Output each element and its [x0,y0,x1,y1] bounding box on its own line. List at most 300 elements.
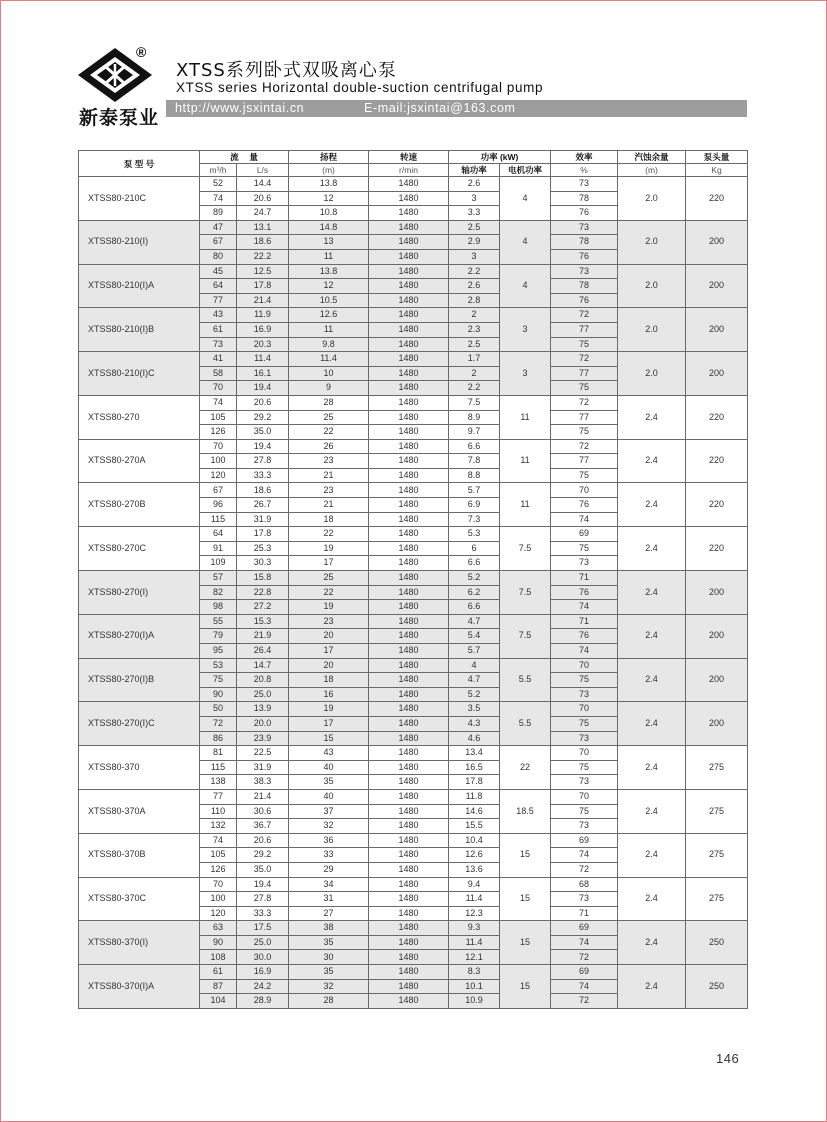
speed-cell: 1480 [369,454,449,469]
speed-cell: 1480 [369,585,449,600]
efficiency-cell: 75 [551,804,618,819]
speed-cell: 1480 [369,921,449,936]
speed-cell: 1480 [369,629,449,644]
model-cell: XTSS80-210(Ⅰ) [79,220,200,264]
head-cell: 30 [289,950,369,965]
efficiency-cell: 76 [551,585,618,600]
flow_ls-cell: 25.0 [237,687,289,702]
unit-weight: Kg [686,164,748,177]
table-row [79,264,748,279]
speed-cell: 1480 [369,439,449,454]
shaft_power-cell: 2.6 [449,177,500,192]
shaft_power-cell: 3.5 [449,702,500,717]
flow_m3h-cell: 64 [200,279,237,294]
npsh-cell: 2.0 [618,264,686,308]
efficiency-cell: 74 [551,935,618,950]
efficiency-cell: 72 [551,439,618,454]
email-link[interactable]: E-mail:jsxintai@163.com [364,101,516,115]
efficiency-cell: 78 [551,279,618,294]
shaft_power-cell: 4.7 [449,673,500,688]
page-title-cn: XTSS系列卧式双吸离心泵 [176,60,397,81]
speed-cell: 1480 [369,498,449,513]
flow_m3h-cell: 43 [200,308,237,323]
flow_ls-cell: 22.8 [237,585,289,600]
flow_ls-cell: 22.5 [237,746,289,761]
efficiency-cell: 71 [551,614,618,629]
head-cell: 17 [289,644,369,659]
motor-power-cell: 3 [500,308,551,352]
table-row [79,614,748,629]
flow_m3h-cell: 95 [200,644,237,659]
weight-cell: 220 [686,395,748,439]
flow_m3h-cell: 74 [200,191,237,206]
speed-cell: 1480 [369,731,449,746]
speed-cell: 1480 [369,308,449,323]
shaft_power-cell: 11.8 [449,789,500,804]
model-group [79,746,748,790]
efficiency-cell: 73 [551,819,618,834]
efficiency-cell: 72 [551,352,618,367]
efficiency-cell: 73 [551,731,618,746]
flow_m3h-cell: 47 [200,220,237,235]
shaft_power-cell: 5.4 [449,629,500,644]
speed-cell: 1480 [369,892,449,907]
shaft_power-cell: 2.6 [449,279,500,294]
flow_ls-cell: 22.2 [237,249,289,264]
flow_ls-cell: 29.2 [237,410,289,425]
shaft_power-cell: 15.5 [449,819,500,834]
flow_ls-cell: 18.6 [237,483,289,498]
page-title-en: XTSS series Horizontal double-suction centrifugal pump [176,80,544,95]
flow_m3h-cell: 77 [200,789,237,804]
shaft_power-cell: 6.9 [449,498,500,513]
shaft_power-cell: 7.8 [449,454,500,469]
head-cell: 25 [289,571,369,586]
flow_ls-cell: 11.4 [237,352,289,367]
performance-table [78,150,748,1009]
head-cell: 36 [289,833,369,848]
flow_m3h-cell: 109 [200,556,237,571]
head-cell: 13.8 [289,264,369,279]
speed-cell: 1480 [369,191,449,206]
head-cell: 18 [289,512,369,527]
shaft_power-cell: 16.5 [449,760,500,775]
flow_m3h-cell: 73 [200,337,237,352]
flow_m3h-cell: 41 [200,352,237,367]
registered-mark: ® [136,44,147,60]
speed-cell: 1480 [369,716,449,731]
efficiency-cell: 75 [551,381,618,396]
efficiency-cell: 73 [551,220,618,235]
table-row [79,352,748,367]
head-cell: 12 [289,279,369,294]
npsh-cell: 2.0 [618,177,686,221]
motor-power-cell: 15 [500,833,551,877]
flow_ls-cell: 17.5 [237,921,289,936]
shaft_power-cell: 2.3 [449,322,500,337]
shaft_power-cell: 10.4 [449,833,500,848]
model-cell: XTSS80-210(Ⅰ)A [79,264,200,308]
npsh-cell: 2.4 [618,614,686,658]
weight-cell: 200 [686,220,748,264]
flow_ls-cell: 27.2 [237,600,289,615]
shaft_power-cell: 2.2 [449,264,500,279]
speed-cell: 1480 [369,352,449,367]
table-row [79,177,748,192]
head-cell: 29 [289,862,369,877]
shaft_power-cell: 7.3 [449,512,500,527]
table-row [79,527,748,542]
header-efficiency: 效率 [551,151,618,164]
speed-cell: 1480 [369,687,449,702]
efficiency-cell: 76 [551,629,618,644]
header-motor-power: 电机功率 [500,164,551,177]
table-row [79,921,748,936]
shaft_power-cell: 6.6 [449,556,500,571]
speed-cell: 1480 [369,177,449,192]
shaft_power-cell: 2.5 [449,220,500,235]
speed-cell: 1480 [369,804,449,819]
efficiency-cell: 69 [551,527,618,542]
weight-cell: 275 [686,833,748,877]
flow_m3h-cell: 104 [200,994,237,1009]
flow_m3h-cell: 80 [200,249,237,264]
flow_ls-cell: 12.5 [237,264,289,279]
head-cell: 32 [289,819,369,834]
flow_m3h-cell: 58 [200,366,237,381]
flow_m3h-cell: 90 [200,687,237,702]
efficiency-cell: 74 [551,600,618,615]
flow_ls-cell: 31.9 [237,760,289,775]
model-group [79,395,748,439]
head-cell: 32 [289,979,369,994]
shaft_power-cell: 4.3 [449,716,500,731]
head-cell: 13.8 [289,177,369,192]
flow_ls-cell: 15.8 [237,571,289,586]
speed-cell: 1480 [369,571,449,586]
efficiency-cell: 74 [551,644,618,659]
flow_m3h-cell: 61 [200,965,237,980]
model-cell: XTSS80-370(Ⅰ) [79,921,200,965]
weight-cell: 200 [686,571,748,615]
shaft_power-cell: 7.5 [449,395,500,410]
speed-cell: 1480 [369,833,449,848]
motor-power-cell: 15 [500,921,551,965]
model-group [79,264,748,308]
model-cell: XTSS80-370(Ⅰ)A [79,965,200,1009]
flow_m3h-cell: 72 [200,716,237,731]
flow_ls-cell: 25.0 [237,935,289,950]
model-group [79,833,748,877]
shaft_power-cell: 8.9 [449,410,500,425]
website-link[interactable]: http://www.jsxintai.cn [175,101,305,115]
model-cell: XTSS80-270 [79,395,200,439]
speed-cell: 1480 [369,877,449,892]
flow_m3h-cell: 126 [200,425,237,440]
head-cell: 12.6 [289,308,369,323]
speed-cell: 1480 [369,425,449,440]
model-cell: XTSS80-270(Ⅰ)B [79,658,200,702]
head-cell: 37 [289,804,369,819]
unit-flow-ls: L/s [237,164,289,177]
efficiency-cell: 70 [551,483,618,498]
flow_ls-cell: 23.9 [237,731,289,746]
flow_ls-cell: 31.9 [237,512,289,527]
head-cell: 20 [289,658,369,673]
shaft_power-cell: 12.3 [449,906,500,921]
speed-cell: 1480 [369,614,449,629]
model-cell: XTSS80-270(Ⅰ) [79,571,200,615]
head-cell: 11 [289,322,369,337]
head-cell: 20 [289,629,369,644]
shaft_power-cell: 10.9 [449,994,500,1009]
flow_m3h-cell: 120 [200,906,237,921]
flow_ls-cell: 21.9 [237,629,289,644]
flow_ls-cell: 20.6 [237,833,289,848]
speed-cell: 1480 [369,862,449,877]
speed-cell: 1480 [369,965,449,980]
flow_m3h-cell: 91 [200,541,237,556]
weight-cell: 220 [686,483,748,527]
efficiency-cell: 72 [551,950,618,965]
shaft_power-cell: 2.2 [449,381,500,396]
weight-cell: 220 [686,439,748,483]
npsh-cell: 2.4 [618,483,686,527]
weight-cell: 275 [686,789,748,833]
table-row [79,395,748,410]
npsh-cell: 2.0 [618,308,686,352]
efficiency-cell: 70 [551,658,618,673]
shaft_power-cell: 5.2 [449,571,500,586]
efficiency-cell: 76 [551,498,618,513]
header-row-1 [79,151,748,164]
table-row [79,746,748,761]
flow_m3h-cell: 67 [200,235,237,250]
shaft_power-cell: 13.6 [449,862,500,877]
model-group [79,439,748,483]
header-head: 扬程 [289,151,369,164]
flow_m3h-cell: 64 [200,527,237,542]
shaft_power-cell: 5.2 [449,687,500,702]
weight-cell: 250 [686,921,748,965]
head-cell: 21 [289,498,369,513]
flow_ls-cell: 35.0 [237,425,289,440]
flow_m3h-cell: 110 [200,804,237,819]
flow_ls-cell: 18.6 [237,235,289,250]
table-row [79,483,748,498]
head-cell: 34 [289,877,369,892]
table-row [79,789,748,804]
table-row [79,571,748,586]
npsh-cell: 2.4 [618,789,686,833]
flow_m3h-cell: 115 [200,760,237,775]
weight-cell: 200 [686,614,748,658]
efficiency-cell: 75 [551,716,618,731]
flow_ls-cell: 20.3 [237,337,289,352]
weight-cell: 275 [686,746,748,790]
shaft_power-cell: 5.7 [449,644,500,659]
flow_ls-cell: 33.3 [237,468,289,483]
flow_m3h-cell: 75 [200,673,237,688]
flow_ls-cell: 38.3 [237,775,289,790]
speed-cell: 1480 [369,483,449,498]
model-cell: XTSS80-270C [79,527,200,571]
flow_ls-cell: 30.3 [237,556,289,571]
model-cell: XTSS80-370C [79,877,200,921]
flow_m3h-cell: 89 [200,206,237,221]
unit-head: (m) [289,164,369,177]
shaft_power-cell: 12.1 [449,950,500,965]
flow_m3h-cell: 57 [200,571,237,586]
flow_ls-cell: 24.2 [237,979,289,994]
flow_ls-cell: 19.4 [237,381,289,396]
head-cell: 22 [289,527,369,542]
shaft_power-cell: 9.7 [449,425,500,440]
header-weight: 泵头量 [686,151,748,164]
efficiency-cell: 69 [551,833,618,848]
weight-cell: 220 [686,527,748,571]
flow_ls-cell: 16.1 [237,366,289,381]
model-group [79,921,748,965]
motor-power-cell: 11 [500,483,551,527]
head-cell: 21 [289,468,369,483]
efficiency-cell: 74 [551,512,618,527]
flow_ls-cell: 20.6 [237,395,289,410]
efficiency-cell: 70 [551,702,618,717]
shaft_power-cell: 3 [449,191,500,206]
shaft_power-cell: 9.3 [449,921,500,936]
efficiency-cell: 71 [551,571,618,586]
model-cell: XTSS80-270(Ⅰ)C [79,702,200,746]
flow_ls-cell: 13.1 [237,220,289,235]
head-cell: 17 [289,556,369,571]
speed-cell: 1480 [369,600,449,615]
speed-cell: 1480 [369,994,449,1009]
shaft_power-cell: 2.5 [449,337,500,352]
head-cell: 9 [289,381,369,396]
table-row [79,658,748,673]
head-cell: 18 [289,673,369,688]
table-row [79,877,748,892]
flow_ls-cell: 17.8 [237,527,289,542]
motor-power-cell: 15 [500,877,551,921]
head-cell: 12 [289,191,369,206]
speed-cell: 1480 [369,410,449,425]
flow_ls-cell: 14.7 [237,658,289,673]
head-cell: 19 [289,702,369,717]
model-cell: XTSS80-210C [79,177,200,221]
motor-power-cell: 18.5 [500,789,551,833]
unit-efficiency: % [551,164,618,177]
flow_ls-cell: 26.7 [237,498,289,513]
head-cell: 23 [289,614,369,629]
head-cell: 27 [289,906,369,921]
shaft_power-cell: 4.7 [449,614,500,629]
model-group [79,483,748,527]
head-cell: 23 [289,483,369,498]
speed-cell: 1480 [369,293,449,308]
speed-cell: 1480 [369,468,449,483]
model-group [79,965,748,1009]
speed-cell: 1480 [369,658,449,673]
shaft_power-cell: 6 [449,541,500,556]
flow_ls-cell: 26.4 [237,644,289,659]
model-cell: XTSS80-210(Ⅰ)B [79,308,200,352]
head-cell: 22 [289,425,369,440]
head-cell: 10 [289,366,369,381]
head-cell: 26 [289,439,369,454]
efficiency-cell: 70 [551,789,618,804]
flow_m3h-cell: 96 [200,498,237,513]
shaft_power-cell: 3.3 [449,206,500,221]
flow_ls-cell: 14.4 [237,177,289,192]
table-row [79,965,748,980]
model-cell: XTSS80-270(Ⅰ)A [79,614,200,658]
head-cell: 11 [289,249,369,264]
speed-cell: 1480 [369,541,449,556]
speed-cell: 1480 [369,279,449,294]
flow_ls-cell: 13.9 [237,702,289,717]
flow_m3h-cell: 55 [200,614,237,629]
motor-power-cell: 7.5 [500,614,551,658]
speed-cell: 1480 [369,381,449,396]
head-cell: 28 [289,395,369,410]
flow_m3h-cell: 82 [200,585,237,600]
head-cell: 22 [289,585,369,600]
model-group [79,614,748,658]
header-npsh: 汽蚀余量 [618,151,686,164]
head-cell: 35 [289,775,369,790]
speed-cell: 1480 [369,702,449,717]
shaft_power-cell: 5.7 [449,483,500,498]
contact-bar [166,100,747,117]
shaft_power-cell: 6.6 [449,600,500,615]
speed-cell: 1480 [369,264,449,279]
head-cell: 31 [289,892,369,907]
head-cell: 14.8 [289,220,369,235]
head-cell: 23 [289,454,369,469]
shaft_power-cell: 2 [449,308,500,323]
unit-npsh: (m) [618,164,686,177]
weight-cell: 200 [686,702,748,746]
head-cell: 25 [289,410,369,425]
weight-cell: 275 [686,877,748,921]
speed-cell: 1480 [369,366,449,381]
motor-power-cell: 5.5 [500,702,551,746]
head-cell: 10.8 [289,206,369,221]
efficiency-cell: 73 [551,177,618,192]
weight-cell: 220 [686,177,748,221]
shaft_power-cell: 4.6 [449,731,500,746]
shaft_power-cell: 6.2 [449,585,500,600]
flow_m3h-cell: 105 [200,410,237,425]
flow_m3h-cell: 100 [200,454,237,469]
table-row [79,220,748,235]
shaft_power-cell: 13.4 [449,746,500,761]
model-group [79,220,748,264]
npsh-cell: 2.4 [618,571,686,615]
head-cell: 40 [289,789,369,804]
flow_ls-cell: 30.6 [237,804,289,819]
motor-power-cell: 11 [500,395,551,439]
flow_m3h-cell: 81 [200,746,237,761]
model-cell: XTSS80-370B [79,833,200,877]
model-group [79,571,748,615]
npsh-cell: 2.4 [618,746,686,790]
flow_ls-cell: 35.0 [237,862,289,877]
efficiency-cell: 75 [551,541,618,556]
weight-cell: 200 [686,352,748,396]
